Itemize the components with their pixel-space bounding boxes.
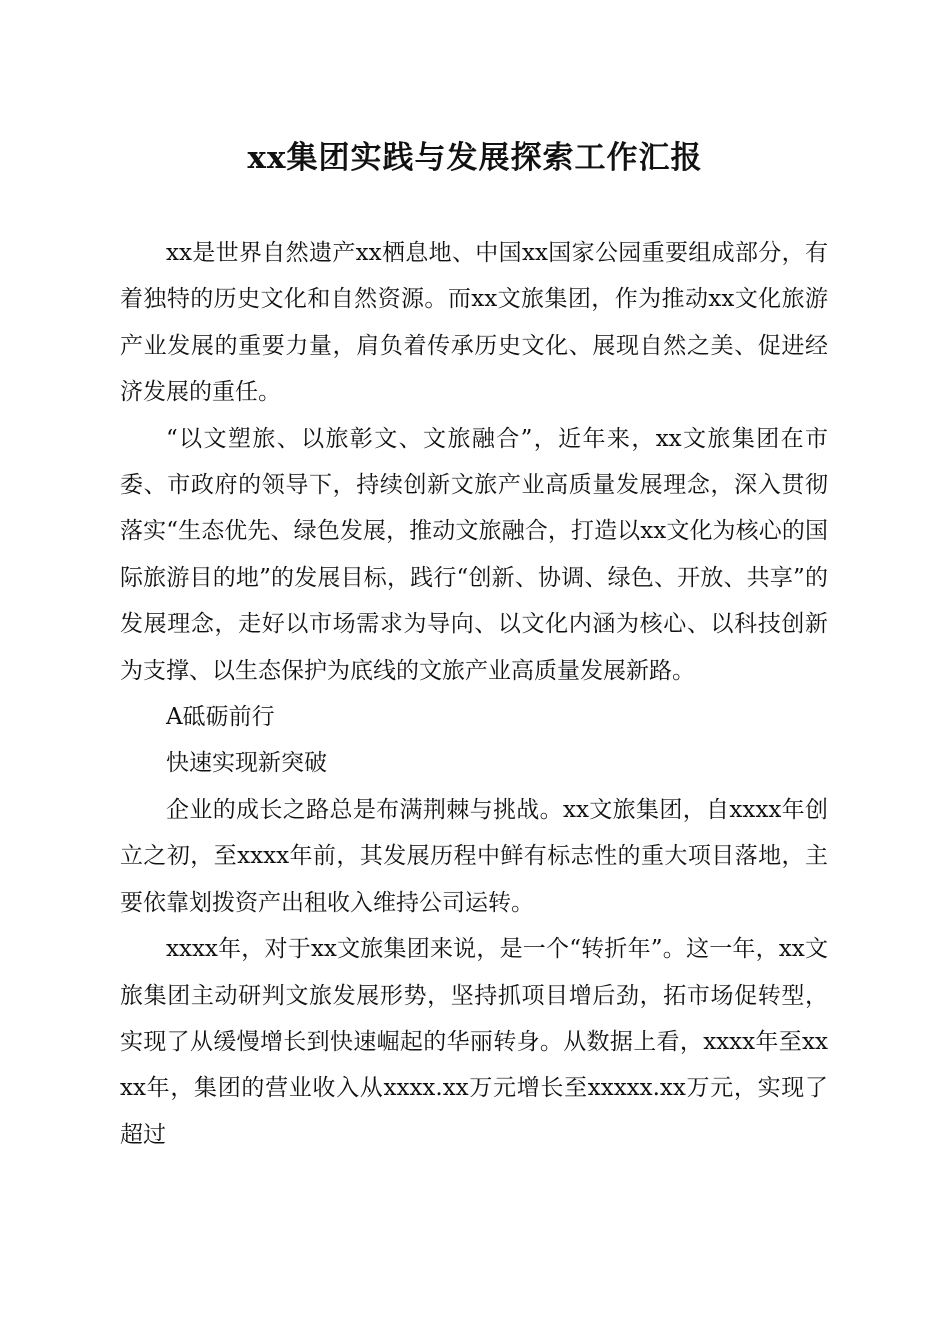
paragraph-intro: xx是世界自然遗产xx栖息地、中国xx国家公园重要组成部分，有着独特的历史文化和自然资源。而xx文旅集团，作为推动xx文化旅游产业发展的重要力量，肩负着传承历史文化、展现自然之美、促进经济发展的重任。 (120, 240, 828, 406)
document-body (120, 230, 828, 1158)
section-heading: A砥砺前行 (166, 704, 275, 731)
paragraph-development: “以文塑旅、以旅彰文、文旅融合”，近年来，xx文旅集团在市委、市政府的领导下，持续创新文旅产业高质量发展理念，深入贯彻落实“生态优先、绿色发展，推动文旅融合，打造以xx文化为核心的国际旅游目的地”的发展目标，践行“创新、协调、绿色、开放、共享”的发展理念，走好以市场需求为导向、以文化内涵为核心、以科技创新为支撑、以生态保护为底线的文旅产业高质量发展新路。 (120, 425, 828, 684)
paragraph-turning-point: xxxx年，对于xx文旅集团来说，是一个“转折年”。这一年，xx文旅集团主动研判文旅发展形势，坚持抓项目增后劲，拓市场促转型，实现了从缓慢增长到快速崛起的华丽转身。从数据上看，xxxx年至xxxx年，集团的营业收入从xxxx.xx万元增长至xxxxx.xx万元，实现了超过 (120, 936, 828, 1148)
paragraph-history: 企业的成长之路总是布满荆棘与挑战。xx文旅集团，自xxxx年创立之初，至xxxx年前，其发展历程中鲜有标志性的重大项目落地，主要依靠划拨资产出租收入维持公司运转。 (120, 796, 828, 916)
document-title: xx集团实践与发展探索工作汇报 (247, 140, 703, 176)
section-subheading: 快速实现新突破 (166, 750, 327, 777)
